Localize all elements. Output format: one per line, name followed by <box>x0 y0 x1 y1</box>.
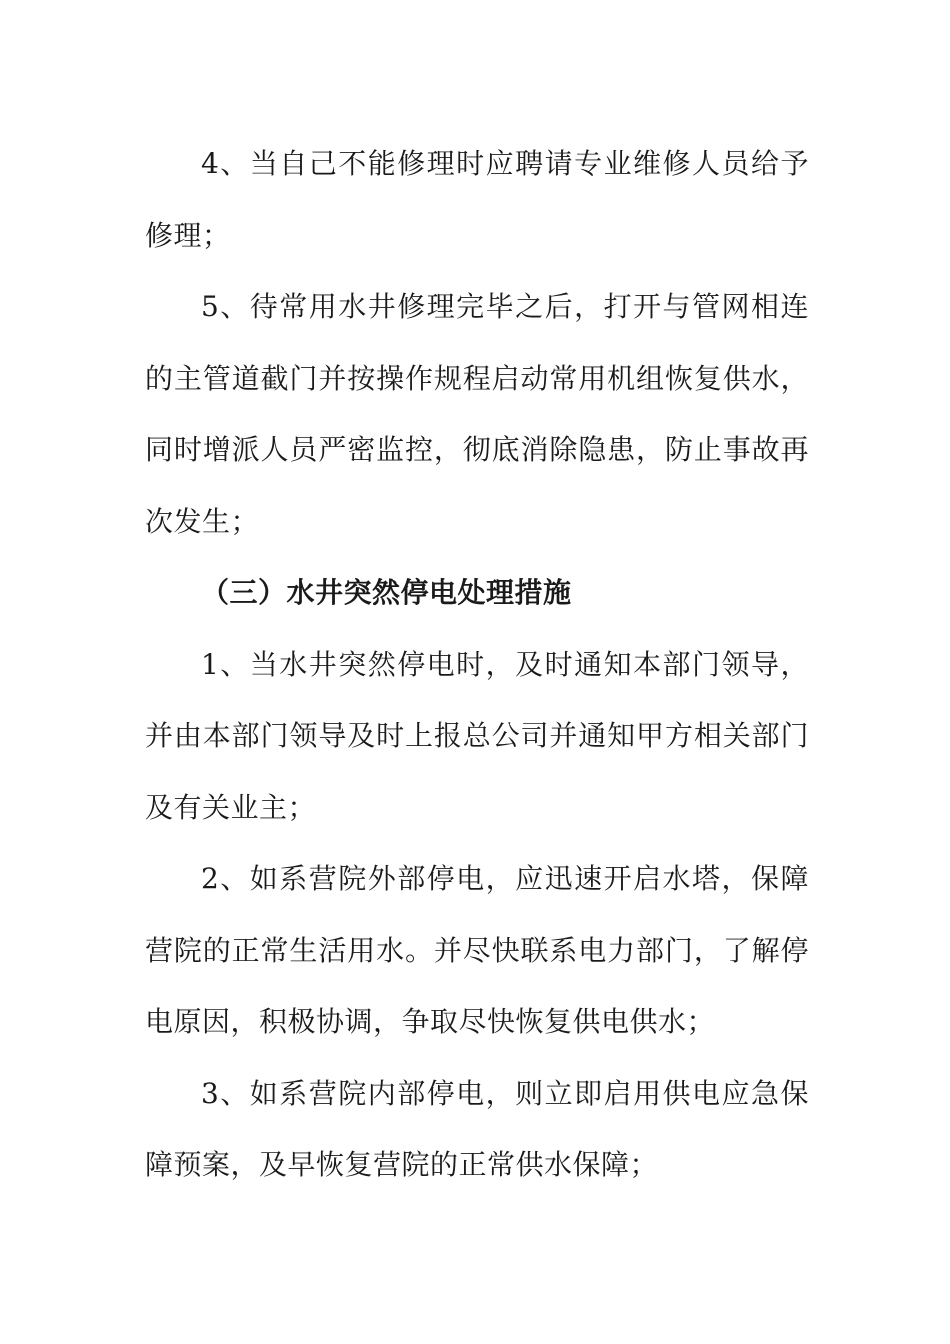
document-body <box>145 128 809 1201</box>
paragraph-s3-item-2: 2、如系营院外部停电，应迅速开启水塔，保障营院的正常生活用水。并尽快联系电力部门，了解停电原因，积极协调，争取尽快恢复供电供水； <box>145 862 809 1038</box>
paragraph-item-4: 4、当自己不能修理时应聘请专业维修人员给予修理； <box>145 147 809 252</box>
section-heading: （三）水井突然停电处理措施 <box>201 576 572 609</box>
paragraph-s3-item-3: 3、如系营院内部停电，则立即启用供电应急保障预案，及早恢复营院的正常供水保障； <box>145 1076 809 1181</box>
paragraph-s3-item-1: 1、当水井突然停电时，及时通知本部门领导，并由本部门领导及时上报总公司并通知甲方相关部门及有关业主； <box>145 647 809 824</box>
paragraph-item-5: 5、待常用水井修理完毕之后，打开与管网相连的主管道截门并按操作规程启动常用机组恢复供水，同时增派人员严密监控，彻底消除隐患，防止事故再次发生； <box>145 290 809 538</box>
